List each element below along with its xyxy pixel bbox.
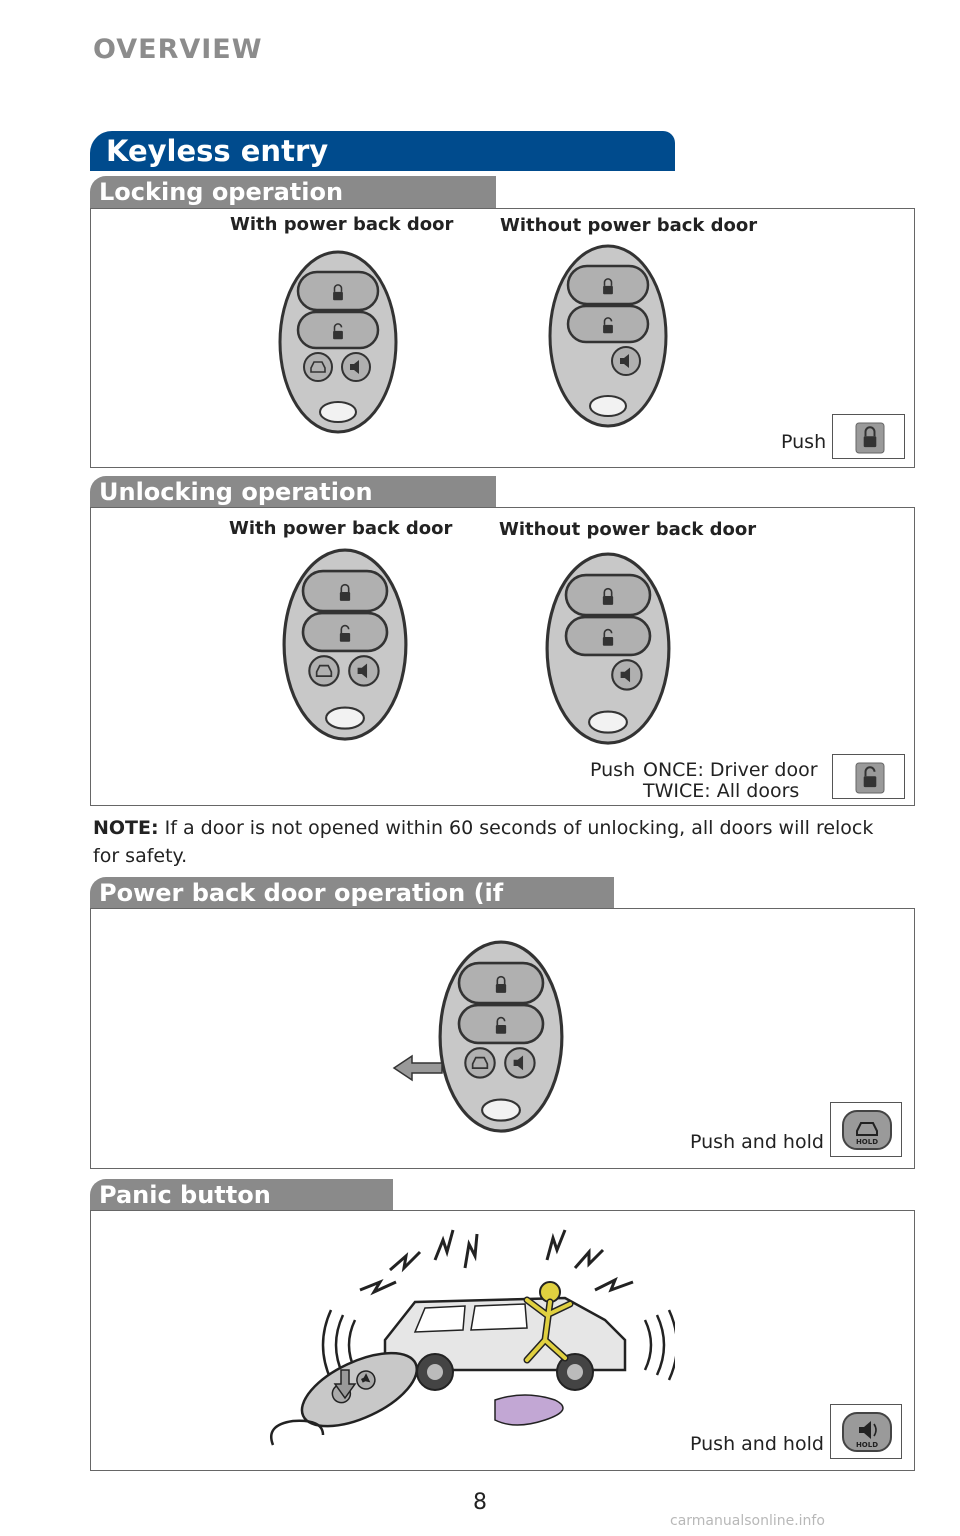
vehicle-image [385, 1298, 625, 1390]
panic-button-box [830, 1404, 902, 1459]
panic-illustration [265, 1220, 675, 1470]
panic-instruction: Push and hold [690, 1433, 824, 1455]
back-door-hold-text: HOLD [855, 1138, 879, 1146]
unlocking-with-label: With power back door [229, 518, 453, 539]
power-back-door-heading: Power back door operation (if [90, 877, 614, 909]
locking-with-label: With power back door [230, 214, 454, 235]
unlock-button-box [832, 754, 905, 799]
unlocking-fob-without-image [545, 552, 705, 752]
panic-hold-text: HOLD [855, 1441, 879, 1449]
back-door-button-box [830, 1102, 902, 1157]
locking-fob-without-image [548, 244, 708, 434]
unlocking-fob-with-image [282, 548, 442, 748]
locking-without-label: Without power back door [500, 215, 758, 236]
arrow-icon [394, 1056, 442, 1080]
power-back-door-instruction: Push and hold [690, 1131, 824, 1153]
lock-icon [833, 415, 906, 460]
key-ring-icon [271, 1421, 323, 1445]
unlocking-without-label: Without power back door [499, 519, 757, 540]
locking-push-text: Push [781, 431, 827, 453]
note [93, 814, 893, 870]
locking-fob-with-image [278, 250, 438, 440]
back-door-icon [831, 1103, 903, 1158]
page-number: 8 [473, 1490, 487, 1515]
unlocking-twice-text: TWICE: All doors [643, 780, 800, 802]
unlocking-push-text: Push [590, 759, 636, 781]
note-label: NOTE: [93, 817, 159, 839]
power-back-door-fob-image [392, 940, 572, 1140]
unlocking-once-text: ONCE: Driver door [643, 759, 818, 781]
alarm-bolts-icon [360, 1230, 633, 1292]
page-title: Keyless entry [106, 134, 329, 168]
title-bar [90, 131, 675, 171]
note-text: If a door is not opened within 60 seconds of unlocking, all doors will relock for safety. [93, 817, 874, 867]
panic-heading: Panic button [90, 1179, 393, 1211]
panic-icon [831, 1405, 903, 1460]
locking-panel [90, 208, 915, 468]
locking-heading: Locking operation [90, 176, 496, 208]
unlocking-heading: Unlocking operation [90, 476, 496, 508]
unlock-icon [833, 755, 906, 800]
lock-button-box [832, 414, 905, 459]
section-header: OVERVIEW [93, 34, 263, 65]
watermark: carmanualsonline.info [670, 1513, 825, 1529]
shadow-image [495, 1395, 563, 1425]
